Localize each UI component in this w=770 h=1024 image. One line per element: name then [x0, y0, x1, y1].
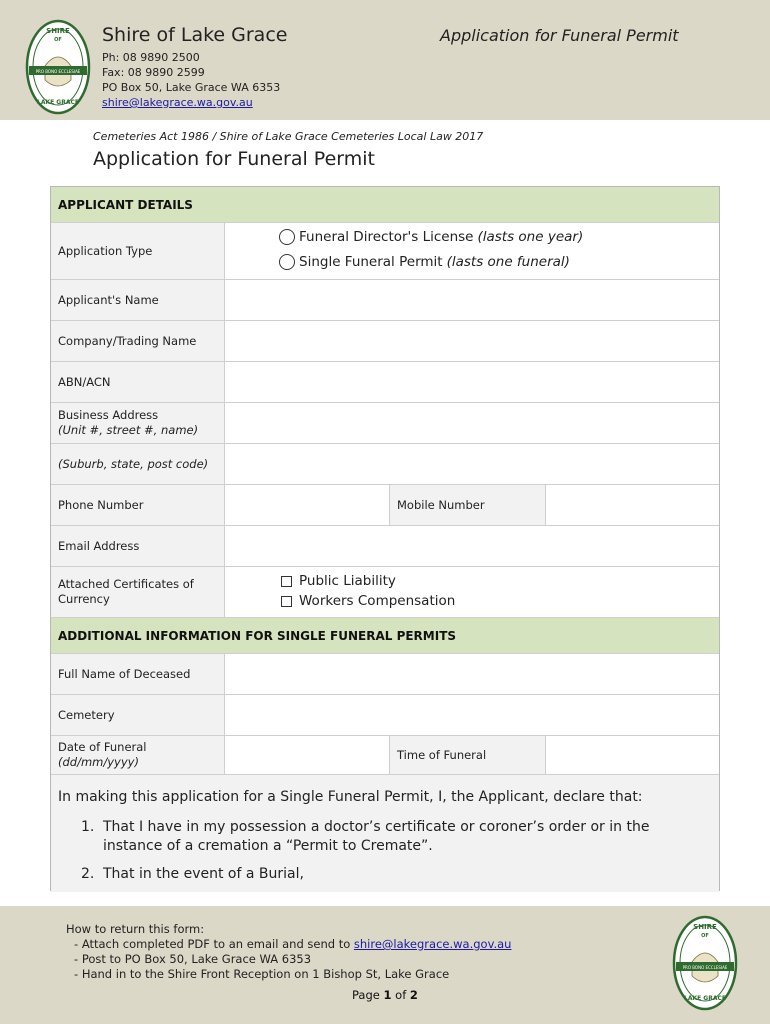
acts-reference: Cemeteries Act 1986 / Shire of Lake Grace Cemeteries Local Law 2017 — [93, 130, 484, 143]
phone-text: Ph: 08 9890 2500 — [102, 51, 200, 64]
page-title: Application for Funeral Permit — [93, 148, 375, 170]
cemetery-label: Cemetery — [51, 695, 225, 735]
declaration-intro: In making this application for a Single Funeral Permit, I, the Applicant, declare that: — [58, 789, 643, 805]
single-permit-option[interactable]: Single Funeral Permit (lasts one funeral) — [279, 254, 570, 270]
applicant-name-field[interactable] — [225, 280, 719, 320]
suburb-label: (Suburb, state, post code) — [51, 444, 225, 484]
deceased-field[interactable] — [225, 654, 719, 694]
public-liability-option[interactable]: Public Liability — [281, 573, 396, 589]
row-funeral-date — [51, 736, 719, 775]
section-applicant-details: APPLICANT DETAILS — [51, 187, 719, 223]
section-additional-info: ADDITIONAL INFORMATION FOR SINGLE FUNERAL PERMITS — [51, 618, 719, 654]
cemetery-field[interactable] — [225, 695, 719, 735]
row-certificates — [51, 567, 719, 618]
email-label: Email Address — [51, 526, 225, 566]
svg-text:OF: OF — [701, 933, 709, 939]
suburb-field[interactable] — [225, 444, 719, 484]
email-link[interactable]: shire@lakegrace.wa.gov.au — [102, 96, 253, 109]
email-field[interactable] — [225, 526, 719, 566]
row-applicant-name — [51, 280, 719, 321]
business-address-field[interactable] — [225, 403, 719, 443]
mobile-label: Mobile Number — [389, 485, 546, 525]
row-deceased — [51, 654, 719, 695]
svg-text:PRO BONO ECCLESIAE: PRO BONO ECCLESIAE — [682, 965, 728, 970]
phone-label: Phone Number — [51, 485, 225, 525]
header-doc-title: Application for Funeral Permit — [440, 26, 679, 45]
howto-post-item: - Post to PO Box 50, Lake Grace WA 6353 — [66, 952, 511, 967]
certificates-options — [225, 567, 719, 617]
row-business-address — [51, 403, 719, 444]
single-permit-radio[interactable] — [279, 254, 295, 270]
page-number: Page 1 of 2 — [352, 988, 418, 1002]
row-abn — [51, 362, 719, 403]
contact-details — [102, 50, 280, 110]
license-radio[interactable] — [279, 229, 295, 245]
page-footer — [0, 906, 770, 1024]
public-liability-checkbox[interactable] — [281, 576, 292, 587]
footer-email-link[interactable]: shire@lakegrace.wa.gov.au — [353, 937, 512, 951]
svg-text:LAKE GRACE: LAKE GRACE — [37, 99, 79, 106]
return-instructions — [66, 922, 511, 982]
abn-label: ABN/ACN — [51, 362, 225, 402]
company-label: Company/Trading Name — [51, 321, 225, 361]
row-application-type — [51, 223, 719, 280]
certificates-label: Attached Certificates of Currency — [51, 567, 225, 617]
mobile-field[interactable] — [546, 485, 719, 525]
abn-field[interactable] — [225, 362, 719, 402]
shire-logo — [25, 18, 91, 116]
application-type-label: Application Type — [51, 223, 225, 279]
howto-title: How to return this form: — [66, 922, 205, 936]
application-type-options — [225, 223, 719, 279]
funeral-time-label: Time of Funeral — [389, 736, 546, 774]
funeral-time-field[interactable] — [546, 736, 719, 774]
deceased-label: Full Name of Deceased — [51, 654, 225, 694]
page-header — [0, 0, 770, 120]
declaration — [51, 775, 719, 892]
workers-comp-option[interactable]: Workers Compensation — [281, 593, 455, 609]
shire-logo-footer — [672, 914, 738, 1012]
howto-email-item: - Attach completed PDF to an email and send to shire@lakegrace.wa.gov.au — [66, 937, 511, 952]
workers-comp-checkbox[interactable] — [281, 596, 292, 607]
row-suburb — [51, 444, 719, 485]
howto-hand-item: - Hand in to the Shire Front Reception on 1 Bishop St, Lake Grace — [66, 967, 511, 982]
row-cemetery — [51, 695, 719, 736]
fax-text: Fax: 08 9890 2599 — [102, 66, 205, 79]
svg-text:OF: OF — [54, 37, 62, 43]
row-phone — [51, 485, 719, 526]
company-field[interactable] — [225, 321, 719, 361]
svg-text:SHIRE: SHIRE — [46, 27, 70, 35]
po-box-text: PO Box 50, Lake Grace WA 6353 — [102, 81, 281, 94]
declaration-item: 1. That I have in my possession a doctor’s certificate or coroner’s order or in the instance of a cremation a “Permit to Cremate”. — [81, 819, 650, 854]
license-option[interactable]: Funeral Director's License (lasts one year) — [279, 229, 583, 245]
applicant-name-label: Applicant's Name — [51, 280, 225, 320]
svg-text:SHIRE: SHIRE — [693, 923, 717, 931]
declaration-item: 2. That in the event of a Burial, — [81, 866, 304, 882]
shire-name: Shire of Lake Grace — [102, 24, 288, 46]
business-address-label: Business Address (Unit #, street #, name) — [51, 403, 225, 443]
row-email — [51, 526, 719, 567]
row-company — [51, 321, 719, 362]
application-form — [50, 186, 720, 891]
svg-text:PRO BONO ECCLESIAE: PRO BONO ECCLESIAE — [35, 69, 81, 74]
svg-text:LAKE GRACE: LAKE GRACE — [684, 995, 726, 1002]
funeral-date-label: Date of Funeral (dd/mm/yyyy) — [51, 736, 225, 774]
